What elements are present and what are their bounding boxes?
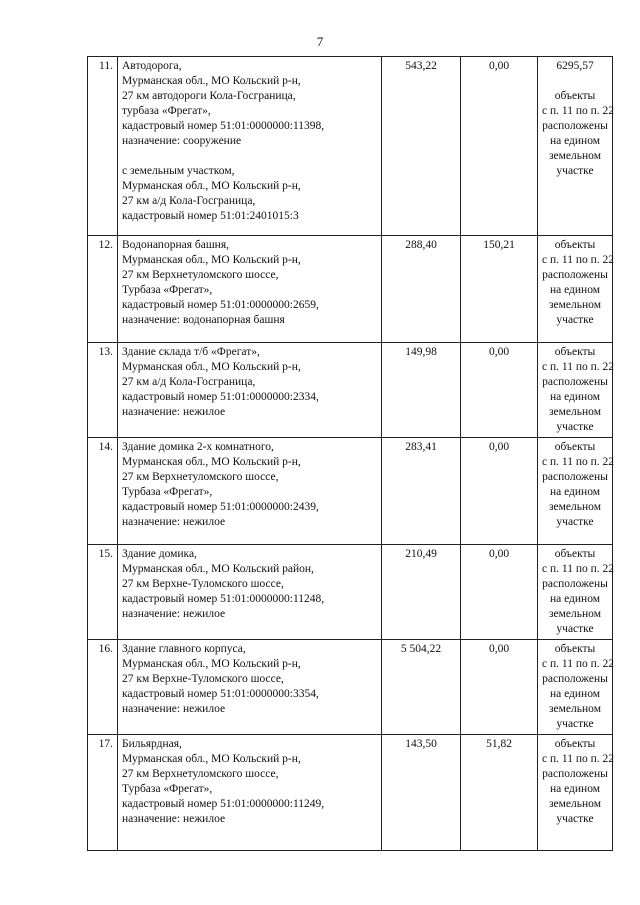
- row-number: 13.: [88, 343, 118, 438]
- second-value: 0,00: [461, 57, 538, 236]
- description-line: Мурманская обл., МО Кольский р-н,: [122, 254, 301, 266]
- note-line: расположены: [542, 376, 608, 388]
- description-line: Здание домика 2-х комнатного,: [122, 441, 274, 453]
- note-line: земельном: [549, 798, 601, 810]
- description-line: Турбаза «Фрегат»,: [122, 783, 213, 795]
- area-value: 283,41: [382, 438, 461, 545]
- second-value: 51,82: [461, 735, 538, 851]
- note-line: земельном: [549, 406, 601, 418]
- description-line: 27 км Верхне-Туломского шоссе,: [122, 578, 284, 590]
- note-line: объекты: [554, 239, 596, 251]
- object-description: [118, 640, 382, 735]
- second-value: 0,00: [461, 438, 538, 545]
- description-line: кадастровый номер 51:01:0000000:2439,: [122, 501, 319, 513]
- description-line: Бильярдная,: [122, 738, 182, 750]
- table-row: [88, 640, 613, 735]
- note-line: объекты: [554, 643, 596, 655]
- row-number: 14.: [88, 438, 118, 545]
- note-line: с п. 11 по п. 22: [542, 658, 615, 670]
- description-line: Здание главного корпуса,: [122, 643, 246, 655]
- row-number: 16.: [88, 640, 118, 735]
- note-line: расположены: [542, 578, 608, 590]
- description-line: с земельным участком,: [122, 165, 235, 177]
- area-value: 143,50: [382, 735, 461, 851]
- note-line: земельном: [549, 501, 601, 513]
- object-description: [118, 735, 382, 851]
- location-note: [538, 236, 613, 343]
- note-line: на едином: [549, 135, 601, 147]
- description-line: назначение: нежилое: [122, 516, 226, 528]
- note-line: расположены: [542, 673, 608, 685]
- note-line: участке: [556, 165, 594, 177]
- note-line: объекты: [554, 346, 596, 358]
- note-line: с п. 11 по п. 22: [542, 456, 615, 468]
- second-value: 0,00: [461, 545, 538, 640]
- note-line: на едином: [549, 486, 601, 498]
- note-line: земельном: [549, 608, 601, 620]
- page-number: 7: [316, 34, 324, 49]
- description-line: Автодорога,: [122, 60, 182, 72]
- description-line: Здание склада т/б «Фрегат»,: [122, 346, 260, 358]
- description-line: 27 км Верхнетуломского шоссе,: [122, 471, 279, 483]
- table-row: [88, 57, 613, 236]
- note-line: на едином: [549, 593, 601, 605]
- object-description: [118, 438, 382, 545]
- note-line: земельном: [549, 299, 601, 311]
- row-number: 11.: [88, 57, 118, 236]
- location-note: [538, 57, 613, 236]
- description-line: Здание домика,: [122, 548, 197, 560]
- note-line: земельном: [549, 150, 601, 162]
- note-line: объекты: [554, 738, 596, 750]
- note-line: участке: [556, 718, 594, 730]
- note-line: на едином: [549, 284, 601, 296]
- table-row: [88, 735, 613, 851]
- note-line: участке: [556, 516, 594, 528]
- description-line: 27 км Верхнетуломского шоссе,: [122, 269, 279, 281]
- description-line: Мурманская обл., МО Кольский р-н,: [122, 658, 301, 670]
- description-line: Мурманская обл., МО Кольский р-н,: [122, 75, 301, 87]
- description-line: Мурманская обл., МО Кольский р-н,: [122, 753, 301, 765]
- note-line: объекты: [554, 441, 596, 453]
- location-note: [538, 640, 613, 735]
- row-number: 12.: [88, 236, 118, 343]
- area-value: 5 504,22: [382, 640, 461, 735]
- second-value: 0,00: [461, 343, 538, 438]
- note-line: [542, 74, 608, 89]
- area-value: 543,22: [382, 57, 461, 236]
- description-line: Мурманская обл., МО Кольский р-н,: [122, 456, 301, 468]
- description-line: назначение: нежилое: [122, 703, 226, 715]
- note-line: на едином: [549, 783, 601, 795]
- location-note: [538, 735, 613, 851]
- description-line: Мурманская обл., МО Кольский район,: [122, 563, 314, 575]
- note-line: объекты: [554, 548, 596, 560]
- description-line: Турбаза «Фрегат»,: [122, 284, 213, 296]
- note-line: объекты: [554, 90, 596, 102]
- description-line: турбаза «Фрегат»,: [122, 105, 211, 117]
- area-value: 210,49: [382, 545, 461, 640]
- row-number: 15.: [88, 545, 118, 640]
- object-description: [118, 545, 382, 640]
- description-line: Мурманская обл., МО Кольский р-н,: [122, 180, 301, 192]
- second-value: 0,00: [461, 640, 538, 735]
- table-row: [88, 343, 613, 438]
- description-line: [122, 149, 377, 164]
- object-description: [118, 343, 382, 438]
- description-line: кадастровый номер 51:01:0000000:11398,: [122, 120, 325, 132]
- note-line: расположены: [542, 768, 608, 780]
- note-line: с п. 11 по п. 22: [542, 254, 615, 266]
- table-row: [88, 236, 613, 343]
- note-line: расположены: [542, 269, 608, 281]
- note-line: участке: [556, 623, 594, 635]
- note-line: 6295,57: [556, 60, 594, 72]
- object-description: [118, 57, 382, 236]
- description-line: 27 км а/д Кола-Госграница,: [122, 376, 256, 388]
- second-value: 150,21: [461, 236, 538, 343]
- note-line: с п. 11 по п. 22: [542, 361, 615, 373]
- note-line: расположены: [542, 471, 608, 483]
- description-line: 27 км Верхне-Туломского шоссе,: [122, 673, 284, 685]
- note-line: с п. 11 по п. 22: [542, 563, 615, 575]
- description-line: 27 км автодороги Кола-Госграница,: [122, 90, 296, 102]
- property-table: [87, 56, 613, 851]
- description-line: назначение: сооружение: [122, 135, 242, 147]
- note-line: участке: [556, 813, 594, 825]
- row-number: 17.: [88, 735, 118, 851]
- note-line: на едином: [549, 391, 601, 403]
- area-value: 149,98: [382, 343, 461, 438]
- description-line: 27 км Верхнетуломского шоссе,: [122, 768, 279, 780]
- description-line: 27 км а/д Кола-Госграница,: [122, 195, 256, 207]
- description-line: кадастровый номер 51:01:2401015:3: [122, 210, 299, 222]
- description-line: Турбаза «Фрегат»,: [122, 486, 213, 498]
- object-description: [118, 236, 382, 343]
- table-row: [88, 438, 613, 545]
- description-line: Водонапорная башня,: [122, 239, 230, 251]
- location-note: [538, 438, 613, 545]
- description-line: назначение: нежилое: [122, 608, 226, 620]
- description-line: кадастровый номер 51:01:0000000:11248,: [122, 593, 325, 605]
- note-line: расположены: [542, 120, 608, 132]
- note-line: на едином: [549, 688, 601, 700]
- location-note: [538, 343, 613, 438]
- description-line: назначение: водонапорная башня: [122, 314, 285, 326]
- description-line: назначение: нежилое: [122, 406, 226, 418]
- table-row: [88, 545, 613, 640]
- description-line: кадастровый номер 51:01:0000000:2659,: [122, 299, 319, 311]
- location-note: [538, 545, 613, 640]
- note-line: с п. 11 по п. 22: [542, 753, 615, 765]
- description-line: кадастровый номер 51:01:0000000:2334,: [122, 391, 319, 403]
- description-line: кадастровый номер 51:01:0000000:11249,: [122, 798, 325, 810]
- note-line: участке: [556, 421, 594, 433]
- note-line: земельном: [549, 703, 601, 715]
- note-line: участке: [556, 314, 594, 326]
- note-line: с п. 11 по п. 22: [542, 105, 615, 117]
- description-line: кадастровый номер 51:01:0000000:3354,: [122, 688, 319, 700]
- description-line: назначение: нежилое: [122, 813, 226, 825]
- description-line: Мурманская обл., МО Кольский р-н,: [122, 361, 301, 373]
- area-value: 288,40: [382, 236, 461, 343]
